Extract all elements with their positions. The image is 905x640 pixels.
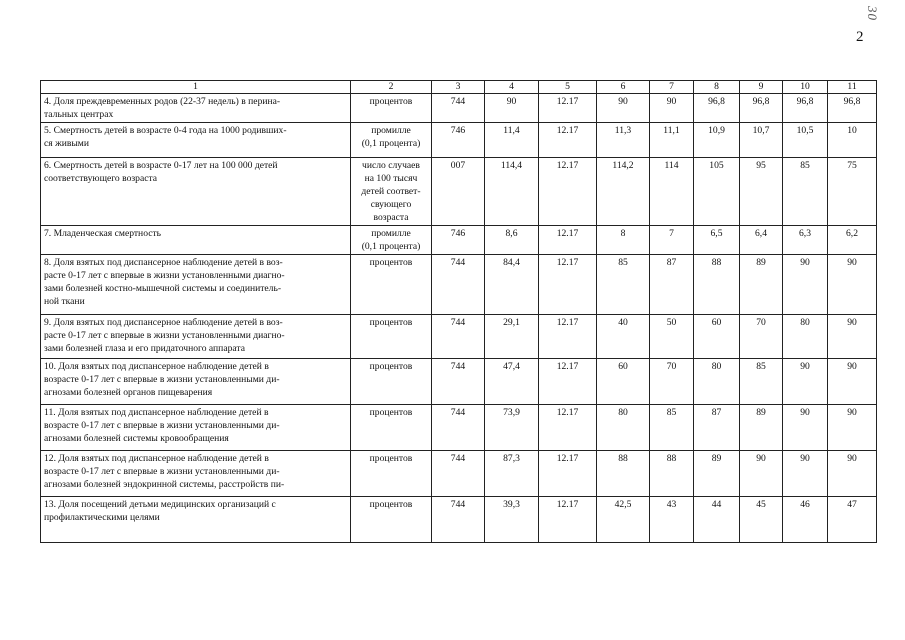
indicators-table [40, 80, 877, 543]
unit-cell: процентов [351, 359, 432, 405]
year-value-cell: 88 [597, 451, 650, 497]
year-value-cell: 8 [597, 226, 650, 255]
year-value-cell: 43 [650, 497, 694, 543]
okei-code-cell: 744 [432, 315, 485, 359]
okei-code-cell: 744 [432, 94, 485, 123]
year-value-cell: 70 [650, 359, 694, 405]
table-row [41, 497, 877, 543]
year-value-cell: 90 [740, 451, 783, 497]
base-value-cell: 84,4 [485, 255, 539, 315]
unit-cell: процентов [351, 451, 432, 497]
column-number-header: 3 [432, 81, 485, 94]
year-value-cell: 89 [740, 405, 783, 451]
base-date-cell: 12.17 [539, 315, 597, 359]
year-value-cell: 87 [650, 255, 694, 315]
base-value-cell: 8,6 [485, 226, 539, 255]
column-number-header: 6 [597, 81, 650, 94]
column-number-header: 5 [539, 81, 597, 94]
column-number-header: 4 [485, 81, 539, 94]
year-value-cell: 95 [740, 158, 783, 226]
table-row [41, 226, 877, 255]
year-value-cell: 89 [740, 255, 783, 315]
year-value-cell: 90 [828, 255, 877, 315]
base-value-cell: 47,4 [485, 359, 539, 405]
year-value-cell: 45 [740, 497, 783, 543]
okei-code-cell: 746 [432, 123, 485, 158]
unit-cell: промилле (0,1 процента) [351, 123, 432, 158]
base-value-cell: 73,9 [485, 405, 539, 451]
unit-cell: процентов [351, 94, 432, 123]
year-value-cell: 114,2 [597, 158, 650, 226]
okei-code-cell: 744 [432, 451, 485, 497]
year-value-cell: 70 [740, 315, 783, 359]
indicator-name-cell: 9. Доля взятых под диспансерное наблюдение детей в воз- расте 0-17 лет с впервые в жизни установленными диагно- зами болезней глаза и его придаточного аппарата [41, 315, 351, 359]
year-value-cell: 90 [828, 359, 877, 405]
table-row [41, 255, 877, 315]
year-value-cell: 6,4 [740, 226, 783, 255]
year-value-cell: 90 [828, 315, 877, 359]
year-value-cell: 10,5 [783, 123, 828, 158]
okei-code-cell: 744 [432, 255, 485, 315]
year-value-cell: 75 [828, 158, 877, 226]
unit-cell: процентов [351, 315, 432, 359]
okei-code-cell: 744 [432, 497, 485, 543]
base-date-cell: 12.17 [539, 497, 597, 543]
year-value-cell: 10,9 [694, 123, 740, 158]
year-value-cell: 90 [828, 405, 877, 451]
indicator-name-cell: 10. Доля взятых под диспансерное наблюдение детей в возрасте 0-17 лет с впервые в жизни установленными ди- агнозами болезней органов пищеварения [41, 359, 351, 405]
year-value-cell: 85 [783, 158, 828, 226]
year-value-cell: 96,8 [783, 94, 828, 123]
base-value-cell: 87,3 [485, 451, 539, 497]
page-number: 2 [856, 29, 864, 45]
unit-cell: процентов [351, 497, 432, 543]
year-value-cell: 96,8 [740, 94, 783, 123]
table-row [41, 123, 877, 158]
okei-code-cell: 744 [432, 405, 485, 451]
base-date-cell: 12.17 [539, 123, 597, 158]
year-value-cell: 89 [694, 451, 740, 497]
year-value-cell: 96,8 [828, 94, 877, 123]
base-date-cell: 12.17 [539, 451, 597, 497]
indicator-name-cell: 11. Доля взятых под диспансерное наблюдение детей в возрасте 0-17 лет с впервые в жизни установленными ди- агнозами болезней системы кровообращения [41, 405, 351, 451]
column-number-header: 1 [41, 81, 351, 94]
year-value-cell: 6,5 [694, 226, 740, 255]
year-value-cell: 90 [783, 255, 828, 315]
table-row [41, 359, 877, 405]
year-value-cell: 90 [650, 94, 694, 123]
indicator-name-cell: 12. Доля взятых под диспансерное наблюдение детей в возрасте 0-17 лет с впервые в жизни установленными ди- агнозами болезней эндокринной системы, расстройств пи- [41, 451, 351, 497]
indicator-name-cell: 8. Доля взятых под диспансерное наблюдение детей в воз- расте 0-17 лет с впервые в жизни установленными диагно- зами болезней костно-мышечной системы и соединитель- ной ткани [41, 255, 351, 315]
base-date-cell: 12.17 [539, 359, 597, 405]
year-value-cell: 80 [597, 405, 650, 451]
year-value-cell: 90 [828, 451, 877, 497]
base-date-cell: 12.17 [539, 94, 597, 123]
table-row [41, 405, 877, 451]
column-number-header: 7 [650, 81, 694, 94]
year-value-cell: 10,7 [740, 123, 783, 158]
column-number-header: 8 [694, 81, 740, 94]
year-value-cell: 44 [694, 497, 740, 543]
base-date-cell: 12.17 [539, 158, 597, 226]
table-row [41, 94, 877, 123]
unit-cell: число случаев на 100 тысяч детей соответ- свующего возраста [351, 158, 432, 226]
indicator-name-cell: 13. Доля посещений детьми медицинских организаций с профилактическими целями [41, 497, 351, 543]
table-header-row [41, 81, 877, 94]
handwritten-page-mark: 30 [865, 6, 880, 21]
indicator-name-cell: 5. Смертность детей в возрасте 0-4 года на 1000 родивших- ся живыми [41, 123, 351, 158]
year-value-cell: 60 [597, 359, 650, 405]
year-value-cell: 80 [783, 315, 828, 359]
year-value-cell: 90 [597, 94, 650, 123]
base-value-cell: 11,4 [485, 123, 539, 158]
year-value-cell: 85 [650, 405, 694, 451]
unit-cell: процентов [351, 405, 432, 451]
year-value-cell: 60 [694, 315, 740, 359]
year-value-cell: 10 [828, 123, 877, 158]
year-value-cell: 11,3 [597, 123, 650, 158]
year-value-cell: 50 [650, 315, 694, 359]
base-value-cell: 39,3 [485, 497, 539, 543]
year-value-cell: 11,1 [650, 123, 694, 158]
table-body [41, 81, 877, 543]
year-value-cell: 42,5 [597, 497, 650, 543]
okei-code-cell: 744 [432, 359, 485, 405]
table-row [41, 451, 877, 497]
year-value-cell: 90 [783, 405, 828, 451]
year-value-cell: 90 [783, 359, 828, 405]
year-value-cell: 105 [694, 158, 740, 226]
column-number-header: 10 [783, 81, 828, 94]
year-value-cell: 88 [650, 451, 694, 497]
year-value-cell: 88 [694, 255, 740, 315]
year-value-cell: 80 [694, 359, 740, 405]
okei-code-cell: 746 [432, 226, 485, 255]
year-value-cell: 47 [828, 497, 877, 543]
year-value-cell: 7 [650, 226, 694, 255]
year-value-cell: 87 [694, 405, 740, 451]
year-value-cell: 46 [783, 497, 828, 543]
year-value-cell: 96,8 [694, 94, 740, 123]
indicator-name-cell: 4. Доля преждевременных родов (22-37 недель) в перина- тальных центрах [41, 94, 351, 123]
base-value-cell: 90 [485, 94, 539, 123]
base-date-cell: 12.17 [539, 255, 597, 315]
year-value-cell: 6,3 [783, 226, 828, 255]
unit-cell: процентов [351, 255, 432, 315]
year-value-cell: 114 [650, 158, 694, 226]
year-value-cell: 6,2 [828, 226, 877, 255]
unit-cell: промилле (0,1 процента) [351, 226, 432, 255]
base-date-cell: 12.17 [539, 226, 597, 255]
indicator-name-cell: 7. Младенческая смертность [41, 226, 351, 255]
indicator-name-cell: 6. Смертность детей в возрасте 0-17 лет на 100 000 детей соответствующего возраста [41, 158, 351, 226]
column-number-header: 9 [740, 81, 783, 94]
year-value-cell: 90 [783, 451, 828, 497]
year-value-cell: 40 [597, 315, 650, 359]
column-number-header: 2 [351, 81, 432, 94]
base-value-cell: 29,1 [485, 315, 539, 359]
base-value-cell: 114,4 [485, 158, 539, 226]
okei-code-cell: 007 [432, 158, 485, 226]
column-number-header: 11 [828, 81, 877, 94]
base-date-cell: 12.17 [539, 405, 597, 451]
year-value-cell: 85 [740, 359, 783, 405]
table-row [41, 315, 877, 359]
table-row [41, 158, 877, 226]
year-value-cell: 85 [597, 255, 650, 315]
